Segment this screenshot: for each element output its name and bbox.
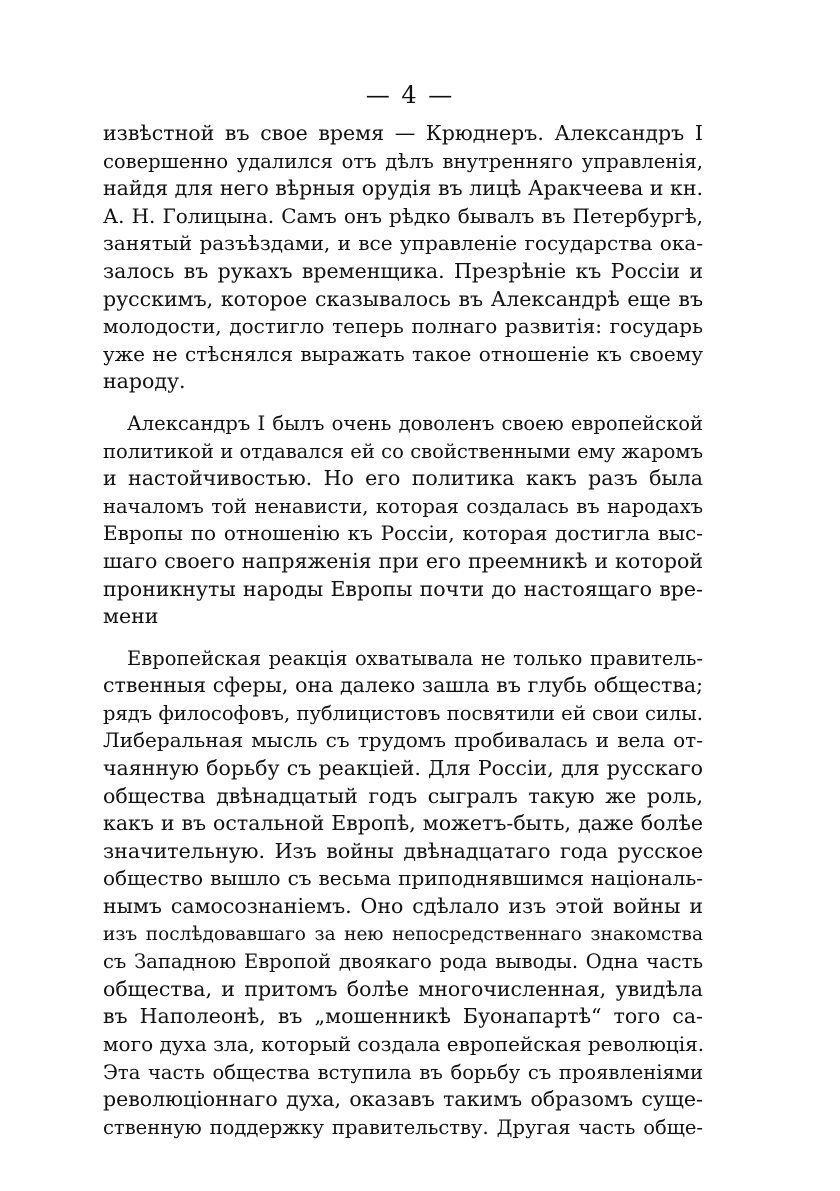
text-line: извѣстной въ свое время — Крюднеръ. Александръ I	[103, 121, 703, 145]
text-line: найдя для него вѣрныя орудія въ лицѣ Аракчеева и кн.	[103, 176, 703, 201]
text-line: изъ послѣдовавшаго за нею непосредственнаго знакомства	[103, 923, 703, 945]
text-line: нымъ самосознаніемъ. Оно сдѣлало изъ этой войны и	[103, 894, 703, 919]
text-line: началомъ той ненависти, которая создалась въ народахъ	[103, 494, 703, 518]
text-line: значительную. Изъ войны двѣнадцатаго года русское	[103, 838, 703, 863]
paragraph	[103, 410, 703, 631]
text-line: Либеральная мысль съ трудомъ пробивалась и вела от-	[103, 728, 703, 753]
text-line: общества, и притомъ болѣе многочисленная, увидѣла	[103, 976, 703, 1001]
text-line: ственную поддержку правительству. Другая часть обще-	[103, 1115, 703, 1139]
paragraph	[103, 645, 703, 1142]
text-line: въ Наполеонѣ, въ „мошенникѣ Буонапартѣ“ того са-	[103, 1004, 703, 1029]
text-line: Европейская реакція охватывала не только правитель-	[127, 646, 703, 670]
text-line: уже не стѣснялся выражать такое отношеніе къ своему	[103, 341, 703, 366]
text-line: Европы по отношенію къ Россіи, которая достигла выс-	[103, 521, 703, 546]
paragraph	[103, 120, 703, 396]
text-line: занятый разъѣздами, и все управленіе государства ока-	[103, 231, 703, 256]
text-line: ственныя сферы, она далеко зашла въ глубь общества;	[103, 673, 703, 698]
text-line: политикой и отдавался ей со свойственными ему жаромъ	[103, 439, 703, 463]
text-line: совершенно удалился отъ дѣлъ внутренняго управленія,	[103, 149, 703, 173]
text-line: общество вышло съ весьма приподнявшимся національ-	[103, 866, 703, 891]
text-line: революціоннаго духа, оказавъ такимъ образомъ суще-	[103, 1087, 703, 1112]
text-line: шаго своего напряженія при его преемникѣ и которой	[103, 548, 703, 573]
text-line: русскимъ, которое сказывалось въ Александрѣ еще въ	[103, 286, 703, 311]
text-line: проникнуты народы Европы почти до настоящаго вре-	[103, 576, 703, 601]
page-number: — 4 —	[365, 81, 455, 109]
text-line: мого духа зла, который создала европейская революція.	[103, 1032, 705, 1056]
text-line: общества двѣнадцатый годъ сыгралъ такую же роль,	[103, 783, 703, 808]
text-line: и настойчивостью. Но его политика какъ разъ была	[103, 466, 703, 491]
text-line: молодости, достигло теперь полнаго развитія: государь	[103, 314, 703, 339]
text-line: А. Н. Голицына. Самъ онъ рѣдко бывалъ въ Петербургѣ,	[103, 203, 703, 228]
text-line: Александръ I былъ очень доволенъ своею европейской	[127, 411, 703, 435]
text-line: съ Западною Европой двоякаго рода выводы. Одна часть	[103, 950, 703, 974]
text-line: Эта часть общества вступила въ борьбу съ проявленіями	[103, 1060, 703, 1084]
text-line: мени	[103, 604, 159, 629]
text-line: какъ и въ остальной Европѣ, можетъ-быть, даже болѣе	[103, 811, 703, 836]
body-text	[103, 120, 703, 1141]
text-line: народу.	[103, 369, 186, 394]
text-line: чаянную борьбу съ реакціей. Для Россіи, для русскаго	[103, 756, 703, 781]
text-line: залось въ рукахъ временщика. Презрѣніе къ Россіи и	[103, 258, 703, 283]
text-line: рядъ философовъ, публицистовъ посвятили ей свои силы.	[103, 701, 703, 725]
